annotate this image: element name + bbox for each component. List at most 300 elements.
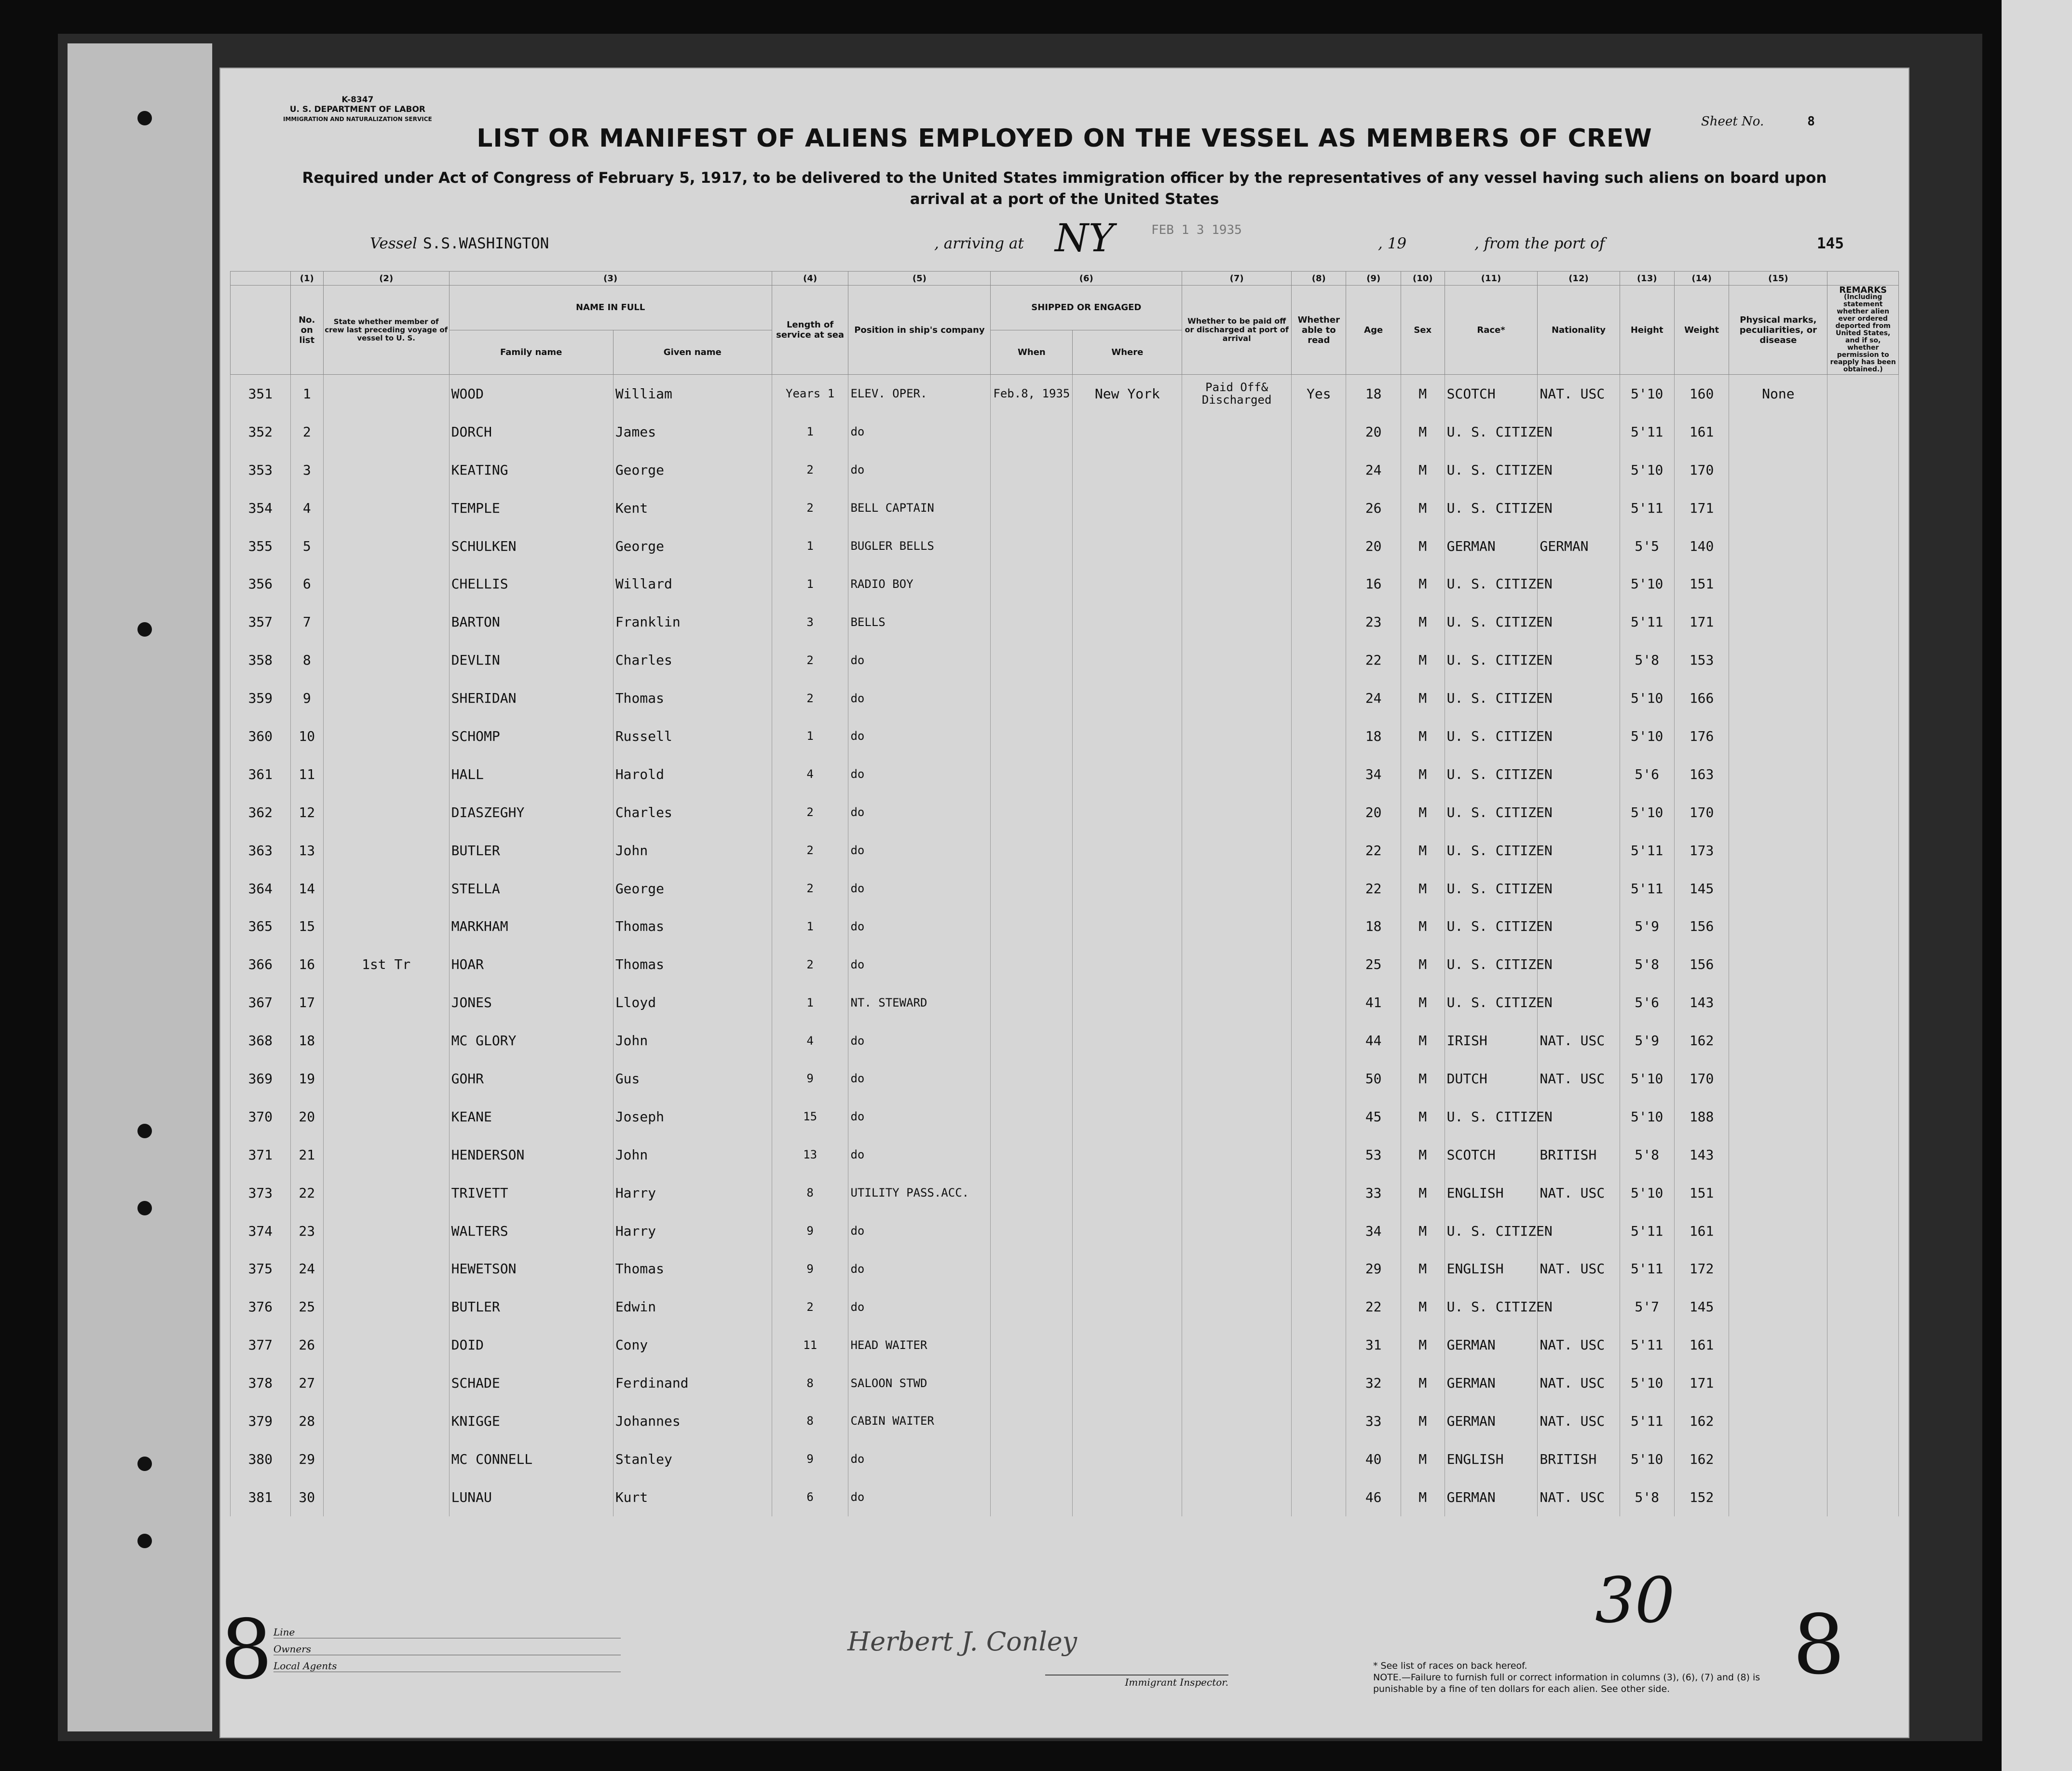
cell-remarks <box>1827 1098 1899 1136</box>
cell-len: Years 1 <box>772 375 848 413</box>
cell-wt: 176 <box>1674 717 1729 755</box>
col-num: (3) <box>449 272 772 286</box>
cell-race: GERMAN <box>1445 527 1538 565</box>
manifest-page <box>219 68 1909 1738</box>
cell-paid <box>1182 1402 1292 1440</box>
cell-sex: M <box>1401 1212 1445 1250</box>
cell-no: 21 <box>290 1136 323 1174</box>
cell-voy <box>323 717 449 755</box>
cell-remarks <box>1827 641 1899 679</box>
cell-read <box>1292 907 1346 945</box>
cell-pos: do <box>848 755 991 793</box>
remarks-note: (Including statement whether alien ever ordered deported from United States, and if so, whether permission to reapply has been obtained.) <box>1830 293 1896 373</box>
cell-wt: 170 <box>1674 451 1729 489</box>
cell-nat: NAT. USC <box>1538 1174 1620 1212</box>
cell-len: 9 <box>772 1440 848 1478</box>
cell-paid <box>1182 983 1292 1022</box>
local-agents-field: Local Agents <box>273 1660 621 1672</box>
cell-race: U. S. CITIZEN <box>1445 489 1538 527</box>
crew-row <box>231 945 1899 983</box>
cell-family: SCHULKEN <box>449 527 613 565</box>
cell-no: 29 <box>290 1440 323 1478</box>
cell-when <box>991 603 1073 641</box>
cell-age: 45 <box>1346 1098 1401 1136</box>
cell-len: 1 <box>772 717 848 755</box>
cell-phys <box>1729 1288 1827 1326</box>
cell-wt: 160 <box>1674 375 1729 413</box>
cell-given: James <box>613 413 772 451</box>
cell-wt: 151 <box>1674 1174 1729 1212</box>
cell-voy <box>323 870 449 908</box>
page-title: LIST OR MANIFEST OF ALIENS EMPLOYED ON THE VESSEL AS MEMBERS OF CREW <box>477 124 1652 153</box>
cell-wt: 173 <box>1674 831 1729 870</box>
binder-hole <box>137 1201 152 1215</box>
cell-voy <box>323 1402 449 1440</box>
cell-ref: 376 <box>231 1288 291 1326</box>
cell-len: 2 <box>772 679 848 717</box>
cell-family: BUTLER <box>449 1288 613 1326</box>
cell-remarks <box>1827 870 1899 908</box>
cell-race: U. S. CITIZEN <box>1445 945 1538 983</box>
cell-race: U. S. CITIZEN <box>1445 793 1538 831</box>
cell-remarks <box>1827 603 1899 641</box>
cell-voy <box>323 1288 449 1326</box>
cell-when <box>991 1440 1073 1478</box>
cell-ref: 374 <box>231 1212 291 1250</box>
cell-voy <box>323 1136 449 1174</box>
cell-sex: M <box>1401 1478 1445 1516</box>
cell-read <box>1292 1364 1346 1402</box>
cell-where <box>1073 755 1182 793</box>
cell-given: George <box>613 451 772 489</box>
crew-row <box>231 1136 1899 1174</box>
binder-hole <box>137 111 152 125</box>
cell-race: GERMAN <box>1445 1402 1538 1440</box>
crew-row <box>231 1212 1899 1250</box>
cell-given: Charles <box>613 641 772 679</box>
cell-sex: M <box>1401 1174 1445 1212</box>
cell-wt: 161 <box>1674 413 1729 451</box>
cell-family: TEMPLE <box>449 489 613 527</box>
cell-paid <box>1182 793 1292 831</box>
cell-pos: do <box>848 907 991 945</box>
cell-sex: M <box>1401 413 1445 451</box>
cell-sex: M <box>1401 755 1445 793</box>
cell-ht: 5'10 <box>1620 1098 1674 1136</box>
cell-ht: 5'8 <box>1620 945 1674 983</box>
cell-race: ENGLISH <box>1445 1174 1538 1212</box>
cell-race: U. S. CITIZEN <box>1445 1212 1538 1250</box>
col-num: (5) <box>848 272 991 286</box>
cell-read <box>1292 1478 1346 1516</box>
cell-nat: BRITISH <box>1538 1440 1620 1478</box>
sheet-label: Sheet No. <box>1701 114 1764 129</box>
cell-where <box>1073 1326 1182 1364</box>
crew-row <box>231 489 1899 527</box>
cell-family: KEANE <box>449 1098 613 1136</box>
cell-phys <box>1729 1440 1827 1478</box>
cell-ref: 371 <box>231 1136 291 1174</box>
cell-voy <box>323 793 449 831</box>
cell-race: DUTCH <box>1445 1060 1538 1098</box>
cell-age: 18 <box>1346 907 1401 945</box>
cell-ht: 5'10 <box>1620 1440 1674 1478</box>
cell-where <box>1073 1098 1182 1136</box>
cell-phys <box>1729 1022 1827 1060</box>
cell-len: 13 <box>772 1136 848 1174</box>
binder-hole <box>137 622 152 637</box>
cell-read <box>1292 1022 1346 1060</box>
cell-ht: 5'11 <box>1620 603 1674 641</box>
cell-remarks <box>1827 983 1899 1022</box>
cell-family: GOHR <box>449 1060 613 1098</box>
cell-when <box>991 1402 1073 1440</box>
cell-given: Thomas <box>613 907 772 945</box>
cell-pos: do <box>848 1136 991 1174</box>
crew-table <box>230 271 1899 1516</box>
cell-given: Edwin <box>613 1288 772 1326</box>
crew-row <box>231 413 1899 451</box>
cell-pos: NT. STEWARD <box>848 983 991 1022</box>
cell-race: SCOTCH <box>1445 375 1538 413</box>
cell-ht: 5'8 <box>1620 641 1674 679</box>
cell-len: 1 <box>772 983 848 1022</box>
crew-row <box>231 983 1899 1022</box>
cell-paid <box>1182 717 1292 755</box>
cell-phys <box>1729 983 1827 1022</box>
cell-len: 15 <box>772 1098 848 1136</box>
header-weight: Weight <box>1674 286 1729 375</box>
cell-phys <box>1729 1364 1827 1402</box>
cell-family: KNIGGE <box>449 1402 613 1440</box>
cell-when <box>991 1174 1073 1212</box>
arriving-port: NY <box>1055 216 1114 260</box>
cell-ht: 5'10 <box>1620 1174 1674 1212</box>
cell-no: 23 <box>290 1212 323 1250</box>
cell-sex: M <box>1401 1250 1445 1288</box>
cell-when <box>991 717 1073 755</box>
cell-voy <box>323 375 449 413</box>
header-row-1 <box>231 286 1899 330</box>
cell-family: SCHOMP <box>449 717 613 755</box>
cell-when <box>991 755 1073 793</box>
cell-read <box>1292 1174 1346 1212</box>
cell-race: U. S. CITIZEN <box>1445 451 1538 489</box>
cell-nat: NAT. USC <box>1538 1250 1620 1288</box>
cell-race: U. S. CITIZEN <box>1445 831 1538 870</box>
cell-paid <box>1182 641 1292 679</box>
binder-hole <box>137 1534 152 1548</box>
cell-given: George <box>613 527 772 565</box>
cell-paid <box>1182 679 1292 717</box>
cell-ref: 366 <box>231 945 291 983</box>
cell-age: 40 <box>1346 1440 1401 1478</box>
header-nationality: Nationality <box>1538 286 1620 375</box>
cell-paid <box>1182 831 1292 870</box>
cell-remarks <box>1827 1326 1899 1364</box>
cell-where <box>1073 489 1182 527</box>
cell-ht: 5'8 <box>1620 1136 1674 1174</box>
col-num: (14) <box>1674 272 1729 286</box>
cell-read <box>1292 1098 1346 1136</box>
cell-race: U. S. CITIZEN <box>1445 755 1538 793</box>
cell-family: HALL <box>449 755 613 793</box>
corner-sheet-number: 8 <box>220 1602 273 1698</box>
cell-when <box>991 1364 1073 1402</box>
cell-paid: Paid Off& Discharged <box>1182 375 1292 413</box>
cell-phys <box>1729 945 1827 983</box>
cell-pos: do <box>848 945 991 983</box>
cell-when <box>991 641 1073 679</box>
cell-phys: None <box>1729 375 1827 413</box>
cell-phys <box>1729 679 1827 717</box>
cell-age: 18 <box>1346 375 1401 413</box>
cell-sex: M <box>1401 1364 1445 1402</box>
cell-when <box>991 945 1073 983</box>
cell-nat: GERMAN <box>1538 527 1620 565</box>
cell-sex: M <box>1401 907 1445 945</box>
header-family-name: Family name <box>449 330 613 375</box>
cell-phys <box>1729 1326 1827 1364</box>
cell-paid <box>1182 1098 1292 1136</box>
cell-age: 31 <box>1346 1326 1401 1364</box>
cell-age: 24 <box>1346 679 1401 717</box>
cell-ref: 375 <box>231 1250 291 1288</box>
cell-ref: 379 <box>231 1402 291 1440</box>
cell-when <box>991 831 1073 870</box>
cell-nat: NAT. USC <box>1538 1364 1620 1402</box>
date-stamp: FEB 1 3 1935 <box>1151 223 1242 237</box>
cell-no: 18 <box>290 1022 323 1060</box>
cell-when <box>991 565 1073 603</box>
cell-sex: M <box>1401 375 1445 413</box>
cell-remarks <box>1827 1478 1899 1516</box>
cell-no: 17 <box>290 983 323 1022</box>
cell-voy <box>323 1060 449 1098</box>
cell-voy <box>323 983 449 1022</box>
cell-paid <box>1182 1288 1292 1326</box>
col-num: (13) <box>1620 272 1674 286</box>
cell-pos: do <box>848 1098 991 1136</box>
cell-wt: 161 <box>1674 1326 1729 1364</box>
cell-pos: RADIO BOY <box>848 565 991 603</box>
cell-nat: NAT. USC <box>1538 1022 1620 1060</box>
cell-wt: 156 <box>1674 907 1729 945</box>
cell-wt: 151 <box>1674 565 1729 603</box>
cell-sex: M <box>1401 1326 1445 1364</box>
cell-paid <box>1182 1212 1292 1250</box>
cell-where <box>1073 1136 1182 1174</box>
cell-given: Joseph <box>613 1098 772 1136</box>
cell-ref: 357 <box>231 603 291 641</box>
cell-race: U. S. CITIZEN <box>1445 907 1538 945</box>
cell-ref: 381 <box>231 1478 291 1516</box>
cell-len: 1 <box>772 907 848 945</box>
sheet-value: 8 <box>1807 114 1815 129</box>
cell-remarks <box>1827 451 1899 489</box>
cell-voy <box>323 1250 449 1288</box>
cell-phys <box>1729 1478 1827 1516</box>
cell-race: U. S. CITIZEN <box>1445 641 1538 679</box>
cell-len: 9 <box>772 1212 848 1250</box>
cell-voy <box>323 603 449 641</box>
cell-no: 16 <box>290 945 323 983</box>
vessel-label: Vessel <box>370 235 417 252</box>
cell-len: 6 <box>772 1478 848 1516</box>
header-paid-off: Whether to be paid off or discharged at port of arrival <box>1182 286 1292 375</box>
cell-pos: SALOON STWD <box>848 1364 991 1402</box>
cell-read <box>1292 679 1346 717</box>
cell-remarks <box>1827 527 1899 565</box>
header-position: Position in ship's company <box>848 286 991 375</box>
cell-race: U. S. CITIZEN <box>1445 413 1538 451</box>
cell-read <box>1292 489 1346 527</box>
cell-when <box>991 1212 1073 1250</box>
header-age: Age <box>1346 286 1401 375</box>
cell-remarks <box>1827 375 1899 413</box>
cell-len: 8 <box>772 1174 848 1212</box>
cell-ht: 5'10 <box>1620 375 1674 413</box>
cell-pos: do <box>848 679 991 717</box>
binder-hole <box>137 1124 152 1138</box>
cell-family: WOOD <box>449 375 613 413</box>
cell-age: 50 <box>1346 1060 1401 1098</box>
cell-ref: 354 <box>231 489 291 527</box>
cell-remarks <box>1827 1250 1899 1288</box>
cell-ref: 361 <box>231 755 291 793</box>
cell-phys <box>1729 755 1827 793</box>
crew-row <box>231 565 1899 603</box>
cell-race: U. S. CITIZEN <box>1445 1098 1538 1136</box>
cell-where <box>1073 1402 1182 1440</box>
cell-family: HENDERSON <box>449 1136 613 1174</box>
col-num: (2) <box>323 272 449 286</box>
cell-len: 2 <box>772 489 848 527</box>
crew-row <box>231 1250 1899 1288</box>
cell-when <box>991 1060 1073 1098</box>
cell-wt: 162 <box>1674 1022 1729 1060</box>
crew-row <box>231 1022 1899 1060</box>
cell-when <box>991 907 1073 945</box>
cell-given: Lloyd <box>613 983 772 1022</box>
cell-len: 11 <box>772 1326 848 1364</box>
cell-len: 2 <box>772 641 848 679</box>
cell-given: John <box>613 1136 772 1174</box>
cell-age: 53 <box>1346 1136 1401 1174</box>
arriving-label: , arriving at <box>934 235 1024 252</box>
cell-where <box>1073 1212 1182 1250</box>
cell-pos: BELLS <box>848 603 991 641</box>
cell-sex: M <box>1401 527 1445 565</box>
remarks-title: REMARKS <box>1839 285 1887 295</box>
cell-remarks <box>1827 717 1899 755</box>
cell-ht: 5'10 <box>1620 717 1674 755</box>
col-num: (11) <box>1445 272 1538 286</box>
page-subtitle: Required under Act of Congress of February 5, 1917, to be delivered to the United States immigration officer by the representatives of any vessel having such aliens on board upon arrival at a port of the United States <box>302 169 1827 208</box>
cell-voy <box>323 1326 449 1364</box>
cell-ref: 355 <box>231 527 291 565</box>
header-length-service: Length of service at sea <box>772 286 848 375</box>
cell-age: 26 <box>1346 489 1401 527</box>
handwritten-total: 30 <box>1595 1564 1675 1637</box>
cell-age: 16 <box>1346 565 1401 603</box>
cell-given: John <box>613 1022 772 1060</box>
cell-given: Harry <box>613 1174 772 1212</box>
cell-pos: do <box>848 413 991 451</box>
header-sex: Sex <box>1401 286 1445 375</box>
column-number-row <box>231 272 1899 286</box>
crew-row <box>231 1174 1899 1212</box>
cell-race: U. S. CITIZEN <box>1445 870 1538 908</box>
cell-phys <box>1729 870 1827 908</box>
cell-wt: 166 <box>1674 679 1729 717</box>
cell-pos: BUGLER BELLS <box>848 527 991 565</box>
crew-row <box>231 870 1899 908</box>
form-header <box>283 95 432 124</box>
cell-family: STELLA <box>449 870 613 908</box>
cell-race: ENGLISH <box>1445 1440 1538 1478</box>
cell-given: Ferdinand <box>613 1364 772 1402</box>
cell-ref: 367 <box>231 983 291 1022</box>
cell-remarks <box>1827 907 1899 945</box>
header-able-read: Whether able to read <box>1292 286 1346 375</box>
cell-read <box>1292 565 1346 603</box>
cell-wt: 143 <box>1674 983 1729 1022</box>
penalty-note: NOTE.—Failure to furnish full or correct information in columns (3), (6), (7) and (8) is punishable by a fine of ten dollars for each alien. See other side. <box>1373 1672 1760 1694</box>
cell-race: U. S. CITIZEN <box>1445 717 1538 755</box>
cell-no: 1 <box>290 375 323 413</box>
cell-age: 41 <box>1346 983 1401 1022</box>
cell-pos: do <box>848 641 991 679</box>
cell-when <box>991 870 1073 908</box>
header-race: Race* <box>1445 286 1538 375</box>
cell-len: 1 <box>772 527 848 565</box>
cell-phys <box>1729 603 1827 641</box>
cell-ht: 5'10 <box>1620 793 1674 831</box>
cell-ht: 5'5 <box>1620 527 1674 565</box>
cell-phys <box>1729 831 1827 870</box>
cell-paid <box>1182 603 1292 641</box>
cell-where <box>1073 451 1182 489</box>
cell-where <box>1073 870 1182 908</box>
cell-ref: 370 <box>231 1098 291 1136</box>
cell-phys <box>1729 907 1827 945</box>
cell-sex: M <box>1401 451 1445 489</box>
cell-voy <box>323 1440 449 1478</box>
cell-age: 34 <box>1346 755 1401 793</box>
cell-where <box>1073 603 1182 641</box>
cell-when <box>991 1136 1073 1174</box>
cell-read <box>1292 1250 1346 1288</box>
cell-no: 10 <box>290 717 323 755</box>
cell-read <box>1292 451 1346 489</box>
cell-remarks <box>1827 1060 1899 1098</box>
cell-race: U. S. CITIZEN <box>1445 983 1538 1022</box>
crew-row <box>231 793 1899 831</box>
crew-row <box>231 717 1899 755</box>
cell-ref: 352 <box>231 413 291 451</box>
cell-paid <box>1182 489 1292 527</box>
cell-where <box>1073 945 1182 983</box>
cell-when <box>991 451 1073 489</box>
cell-race: ENGLISH <box>1445 1250 1538 1288</box>
cell-family: MARKHAM <box>449 907 613 945</box>
cell-remarks <box>1827 1212 1899 1250</box>
cell-ht: 5'11 <box>1620 1250 1674 1288</box>
cell-phys <box>1729 527 1827 565</box>
cell-ht: 5'6 <box>1620 755 1674 793</box>
cell-where <box>1073 1364 1182 1402</box>
